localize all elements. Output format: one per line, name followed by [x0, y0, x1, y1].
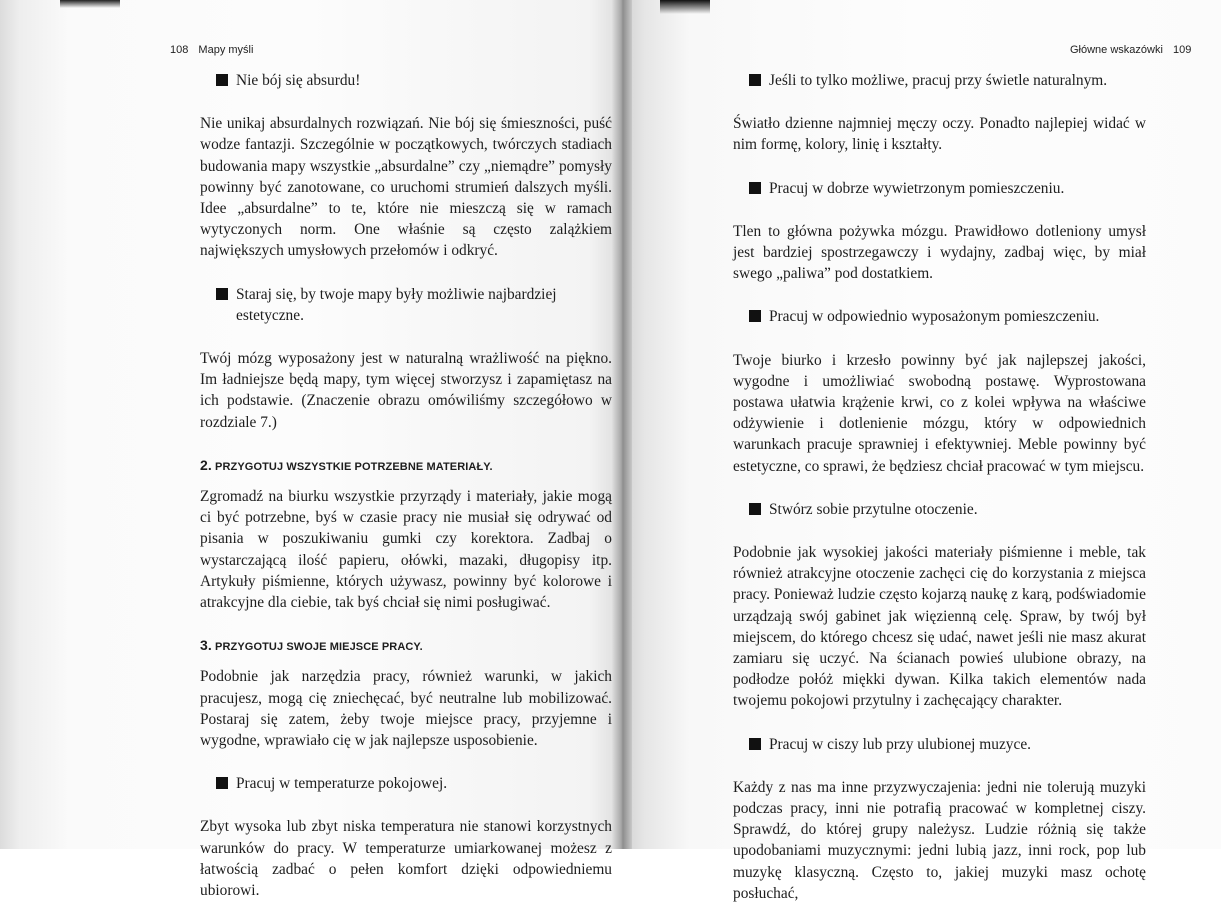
left-text-column: [200, 70, 612, 901]
paragraph: Każdy z nas ma inne przyzwyczajenia: jedni nie tolerują muzyki podczas pracy, inni nie potrafią pracować w kompletnej ciszy. Sprawdź, do której grupy należysz. Ludzie różnią się także upodobaniami muzycznymi: jedni lubią jazz, inni rock, pop lub muzykę klasyczną. Często to, jakiej muzyki masz ochotę posłuchać,: [733, 778, 1146, 902]
bullet-text: Pracuj w dobrze wywietrzonym pomieszczeniu.: [769, 179, 1065, 197]
right-running-head-title: Główne wskazówki: [1070, 44, 1163, 56]
bullet-text: Pracuj w odpowiednio wyposażonym pomieszczeniu.: [769, 308, 1100, 326]
bullet-heading: [216, 70, 612, 91]
square-bullet-icon: [216, 74, 228, 86]
left-page-number: 108: [170, 44, 189, 56]
left-running-head-title: Mapy myśli: [198, 44, 254, 56]
book-gutter: [612, 0, 632, 849]
bullet-text: Nie bój się absurdu!: [236, 72, 361, 89]
square-bullet-icon: [749, 310, 761, 322]
paragraph: Twoje biurko i krzesło powinny być jak najlepszej jakości, wygodne i umożliwiać swobodną postawę. Wyprostowana postawa ułatwia krążenie krwi, co z kolei wpływa na właściwe odżywienie i dotlenienie mózgu, który w odpowiednich warunkach pracuje sprawniej i efektywniej. Meble powinny być estetyczne, co sprawi, że będziesz chciał pracować w tym miejscu.: [733, 351, 1146, 475]
square-bullet-icon: [216, 288, 228, 300]
square-bullet-icon: [749, 503, 761, 515]
bullet-text: Pracuj w temperaturze pokojowej.: [236, 775, 448, 793]
bullet-heading: [749, 499, 1146, 520]
section-title: PRZYGOTUJ SWOJE MIEJSCE PRACY.: [215, 641, 423, 654]
bullet-heading: [749, 734, 1146, 755]
right-page-number: 109: [1172, 44, 1192, 56]
bullet-text: Stwórz sobie przytulne otoczenie.: [769, 500, 978, 518]
top-left-shadow: [60, 0, 120, 8]
bullet-text: Pracuj w ciszy lub przy ulubionej muzyce.: [769, 735, 1031, 753]
section-heading: [200, 635, 612, 658]
left-running-head: [170, 44, 253, 56]
bullet-text: Staraj się, by twoje mapy były możliwie najbardziej estetyczne.: [236, 285, 557, 324]
paragraph: Światło dzienne najmniej męczy oczy. Ponadto najlepiej widać w nim formę, kolory, linię i kształty.: [733, 115, 1146, 154]
square-bullet-icon: [749, 738, 761, 750]
right-running-head: [1070, 44, 1191, 56]
paragraph: Zbyt wysoka lub zbyt niska temperatura nie stanowi korzystnych warunków do pracy. W temperaturze umiarkowanej możesz z łatwością zadbać o pełen komfort dzięki odpowiedniemu ubiorowi.: [200, 818, 612, 900]
paragraph: Tlen to główna pożywka mózgu. Prawidłowo dotleniony umysł jest bardziej spostrzegawczy i wydajny, zadbaj więc, by miał swego „paliwa” pod dostatkiem.: [733, 222, 1146, 283]
paragraph: Podobnie jak narzędzia pracy, również warunki, w jakich pracujesz, mogą cię zniechęcać, być neutralne lub mobilizować. Postaraj się zatem, żeby twoje miejsce pracy, przyjemne i wygodne, wprawiało cię w jak najlepsze usposobienie.: [200, 668, 612, 750]
bullet-heading: [216, 773, 612, 794]
bullet-heading: [749, 178, 1146, 199]
square-bullet-icon: [749, 182, 761, 194]
bullet-heading: [749, 306, 1146, 327]
paragraph: Podobnie jak wysokiej jakości materiały piśmienne i meble, tak również atrakcyjne otoczenie zachęci cię do korzystania z miejsca pracy. Ponieważ ludzie często kojarzą naukę z karą, podświadomie urządzają swój gabinet jak więzienną celę. Spraw, by twój był miejscem, do którego chcesz się udać, nawet jeśli nie masz akurat zamiaru się uczyć. Na ścianach powieś ulubione obrazy, na podłodze połóż miękki dywan. Kilka takich elementów nada twojemu pokojowi przytulny i zachęcający charakter.: [733, 544, 1146, 710]
bullet-text: Jeśli to tylko możliwe, pracuj przy świetle naturalnym.: [769, 72, 1108, 89]
top-right-shadow: [660, 0, 710, 14]
section-heading: [200, 455, 612, 478]
paragraph: Twój mózg wyposażony jest w naturalną wrażliwość na piękno. Im ładniejsze będą mapy, tym więcej stworzysz i zapamiętasz na ich podstawie. (Znaczenie obrazu omówiliśmy szczegółowo w rozdziale 7.): [200, 350, 612, 431]
square-bullet-icon: [749, 74, 761, 86]
bullet-heading: [216, 284, 612, 326]
section-number: 2.: [200, 456, 212, 473]
left-page-edge-shadow: [0, 0, 70, 849]
section-number: 3.: [200, 637, 212, 654]
section-title: PRZYGOTUJ WSZYSTKIE POTRZEBNE MATERIAŁY.: [215, 460, 493, 473]
right-text-column: [733, 70, 1146, 904]
bullet-heading: [749, 70, 1146, 91]
paragraph: Nie unikaj absurdalnych rozwiązań. Nie bój się śmieszności, puść wodze fantazji. Szczególnie w początkowych, twórczych stadiach budowania mapy wszystkie „absurdalne” czy „niemądre” pomysły powinny być zanotowane, co uruchomi strumień dalszych myśli. Idee „absurdalne” to te, które nie mieszczą się w ramach wytyczonych norm. One właśnie są często zalążkiem największych umysłowych przełomów i odkryć.: [200, 115, 612, 260]
square-bullet-icon: [216, 777, 228, 789]
paragraph: Zgromadź na biurku wszystkie przyrządy i materiały, jakie mogą ci być potrzebne, byś w czasie pracy nie musiał się odrywać od pisania w poszukiwaniu gumki czy korektora. Zadbaj o wystarczającą ilość papieru, ołówki, mazaki, długopisy itp. Artykuły piśmienne, których używasz, powinny być kolorowe i atrakcyjne dla ciebie, tak byś chciał się nimi posługiwać.: [200, 488, 612, 612]
